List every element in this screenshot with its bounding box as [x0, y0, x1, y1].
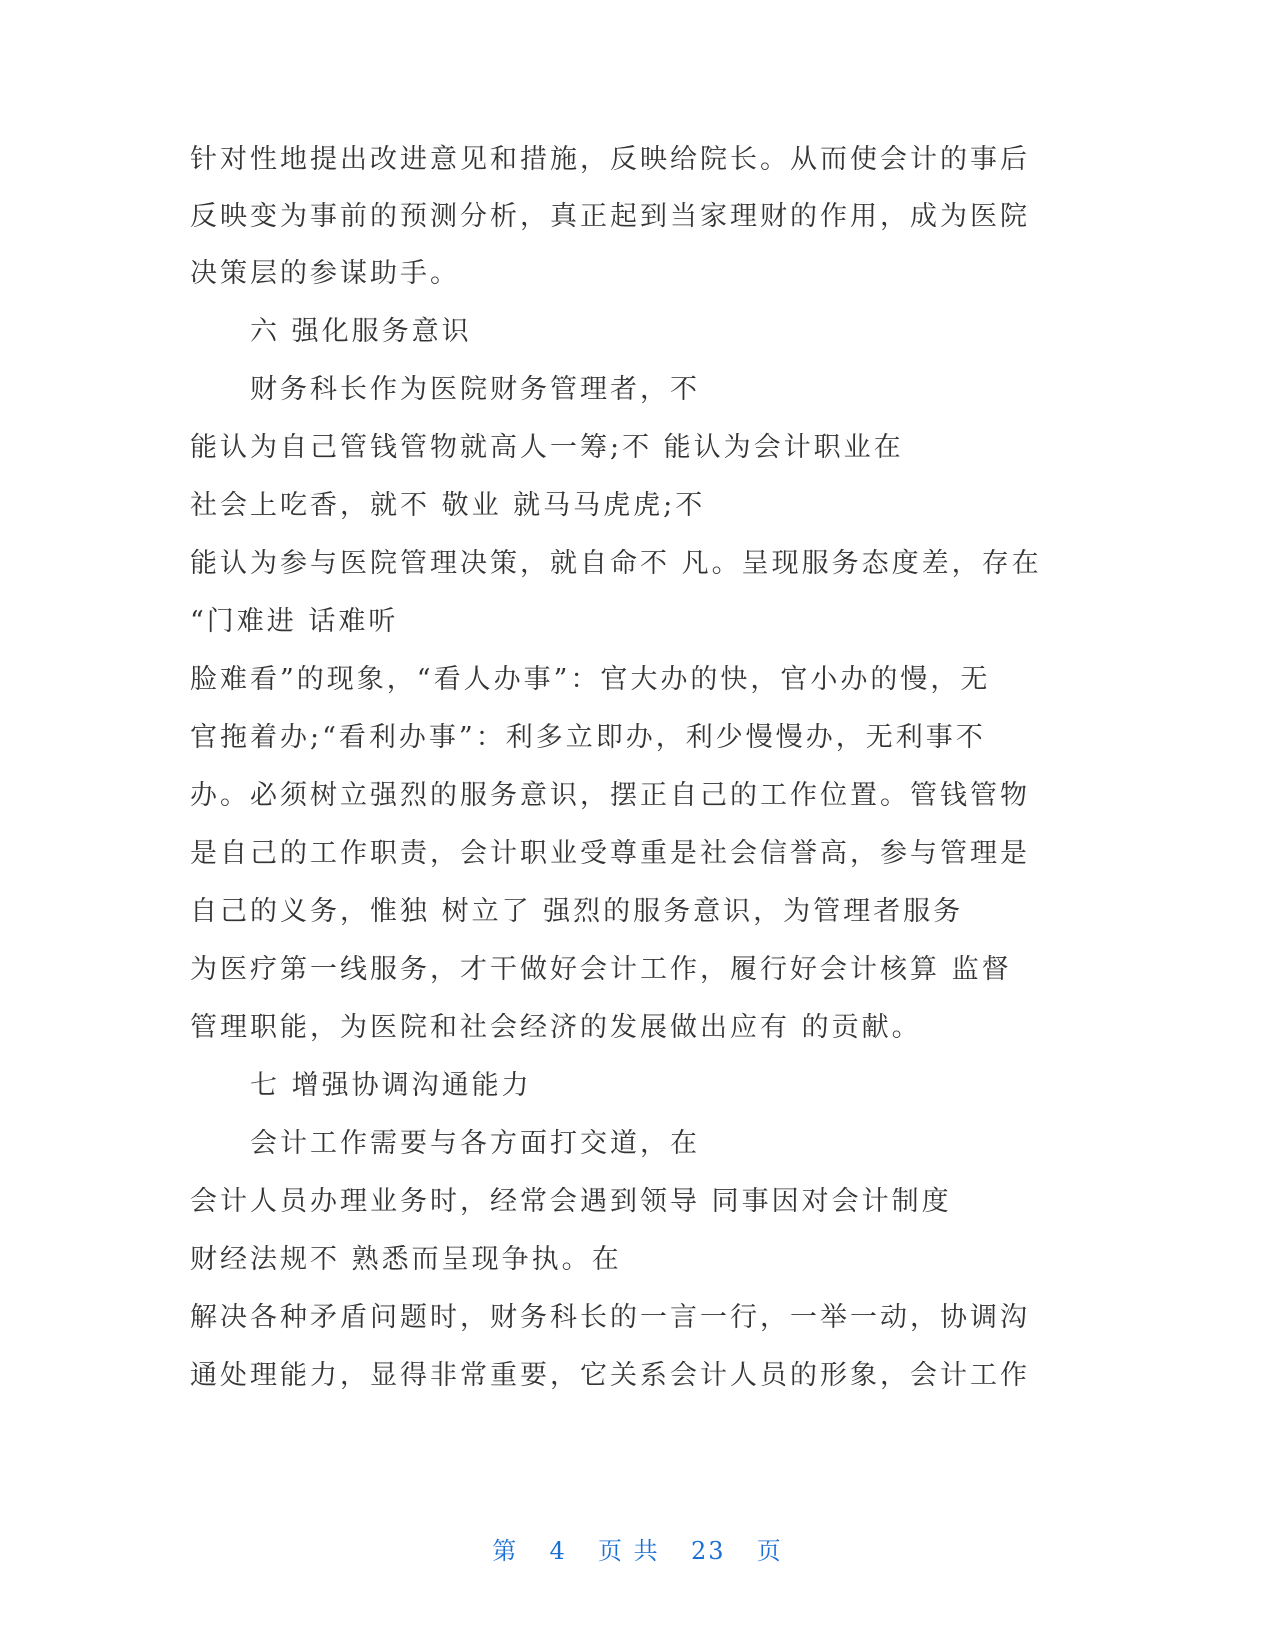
body-line: 管理职能，为医院和社会经济的发展做出应有 的贡献。: [190, 1012, 922, 1043]
footer-middle: 页 共: [598, 1537, 660, 1565]
body-line: 会计人员办理业务时，经常会遇到领导 同事因对会计制度: [190, 1186, 952, 1217]
body-line: 脸难看”的现象，“看人办事”：官大办的快，官小办的慢，无: [190, 664, 991, 695]
body-line: 社会上吃香，就不 敬业 就马马虎虎;不: [190, 490, 706, 521]
body-line: 能认为自己管钱管物就高人一筹;不 能认为会计职业在: [190, 432, 904, 463]
page-footer: [0, 1534, 1275, 1568]
body-line: 会计工作需要与各方面打交道，在: [250, 1128, 700, 1159]
current-page-number: 4: [549, 1537, 567, 1565]
total-pages-number: 23: [690, 1537, 726, 1565]
section-heading: 七 增强协调沟通能力: [250, 1070, 532, 1101]
body-line: 自己的义务，惟独 树立了 强烈的服务意识，为管理者服务: [190, 896, 964, 927]
body-line: 办。必须树立强烈的服务意识，摆正自己的工作位置。管钱管物: [190, 780, 1030, 811]
body-line: 为医疗第一线服务，才干做好会计工作，履行好会计核算 监督: [190, 954, 1012, 985]
section-heading: 六 强化服务意识: [250, 316, 472, 347]
body-line: 决策层的参谋助手。: [190, 258, 460, 289]
body-line: 通处理能力，显得非常重要，它关系会计人员的形象，会计工作: [190, 1360, 1030, 1391]
body-line: 针对性地提出改进意见和措施，反映给院长。从而使会计的事后: [190, 144, 1030, 175]
body-line: 财经法规不 熟悉而呈现争执。在: [190, 1244, 622, 1275]
body-line: 财务科长作为医院财务管理者，不: [250, 374, 700, 405]
body-line: 反映变为事前的预测分析，真正起到当家理财的作用，成为医院: [190, 201, 1030, 232]
body-line: 官拖着办;“看利办事”：利多立即办，利少慢慢办，无利事不: [190, 722, 986, 753]
footer-prefix: 第: [492, 1537, 519, 1565]
body-line: 解决各种矛盾问题时，财务科长的一言一行，一举一动，协调沟: [190, 1302, 1030, 1333]
footer-suffix: 页: [756, 1537, 783, 1565]
body-line: “门难进 话难听: [190, 606, 399, 637]
body-line: 能认为参与医院管理决策，就自命不 凡。呈现服务态度差，存在: [190, 548, 1042, 579]
body-line: 是自己的工作职责，会计职业受尊重是社会信誉高，参与管理是: [190, 838, 1030, 869]
